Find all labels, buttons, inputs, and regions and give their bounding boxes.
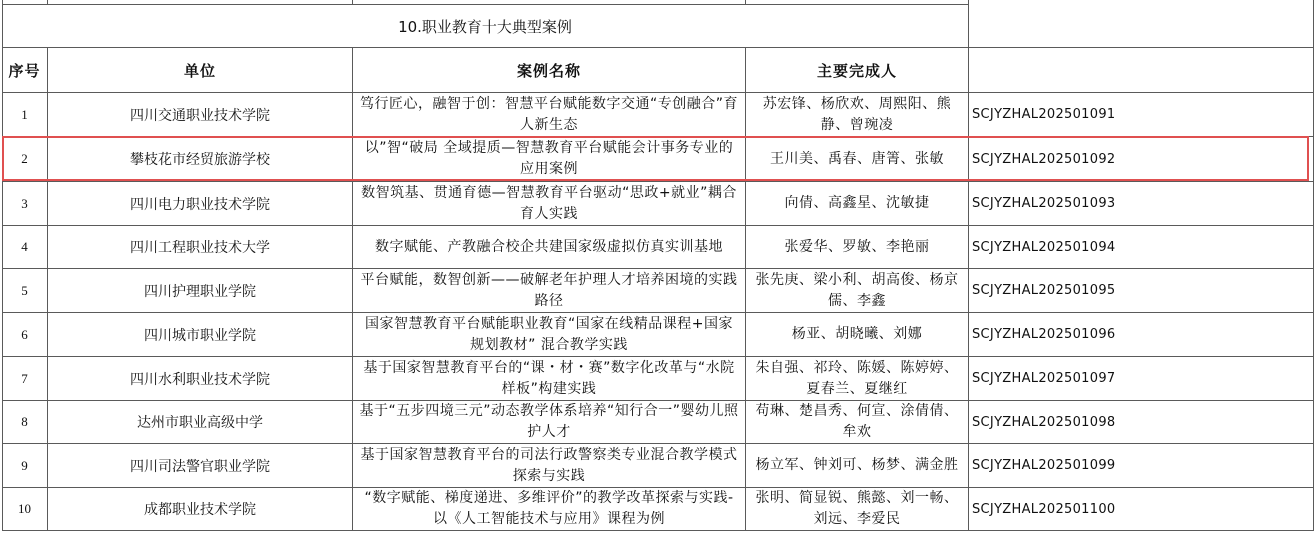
header-unit: 单位 [183,61,216,80]
row-case-name: 笃行匠心，融智于创：智慧平台赋能数字交通“专创融合”育人新生态 [359,95,738,133]
row-case-name: 基于国家智慧教育平台的“课・材・赛”数字化改革与“水院样板”构建实践 [363,359,735,397]
row-unit: 四川工程职业技术大学 [130,240,270,256]
row-case-name: 数字赋能、产教融合校企共建国家级虚拟仿真实训基地 [375,238,723,255]
row-unit: 攀枝花市经贸旅游学校 [130,152,270,168]
blank-area [0,531,1316,557]
row-people: 向倩、高鑫星、沈敏捷 [784,195,930,211]
row-unit: 四川水利职业技术学院 [130,371,270,388]
header-index: 序号 [8,61,41,80]
row-people: 王川美、禹春、唐箐、张敏 [770,150,944,167]
row-code: SCJYZHAL202501094 [972,239,1116,255]
row-code: SCJYZHAL202501100 [972,501,1116,517]
row-code: SCJYZHAL202501093 [972,196,1116,211]
row-index: 3 [21,195,28,211]
row-unit: 四川交通职业技术学院 [130,107,270,124]
row-code: SCJYZHAL202501099 [972,458,1116,473]
row-case-name: 国家智慧教育平台赋能职业教育“国家在线精品课程+国家规划教材” 混合教学实践 [365,315,733,353]
row-code: SCJYZHAL202501098 [972,414,1116,430]
row-index: 1 [21,106,28,122]
row-code: SCJYZHAL202501096 [972,327,1116,342]
row-unit: 成都职业技术学院 [144,502,256,518]
row-unit: 四川电力职业技术学院 [130,196,270,213]
row-unit: 四川护理职业学院 [144,283,256,300]
row-unit: 达州市职业高级中学 [137,415,263,431]
row-index: 4 [21,239,28,254]
row-index: 2 [21,151,28,166]
row-case-name: 基于“五步四境三元”动态教学体系培养“知行合一”婴幼儿照护人才 [359,403,739,440]
row-index: 8 [21,414,28,429]
row-index: 9 [21,457,28,473]
row-unit: 四川城市职业学院 [144,327,256,344]
row-case-name: “数字赋能、梯度递进、多维评价”的教学改革探索与实践-以《人工智能技术与应用》课程为例 [364,490,734,527]
row-people: 朱自强、祁玲、陈媛、陈婷婷、夏春兰、夏继红 [755,359,959,397]
row-case-name: 数智筑基、贯通育德—智慧教育平台驱动“思政+就业”耦合育人实践 [361,184,737,222]
row-case-name: 基于国家智慧教育平台的司法行政警察类专业混合教学模式探索与实践 [360,446,738,484]
row-people: 张先庚、梁小利、胡高俊、杨京儒、李鑫 [755,271,959,309]
row-code: SCJYZHAL202501095 [972,283,1116,298]
row-index: 5 [21,282,28,298]
header-people: 主要完成人 [816,61,897,80]
row-people: 杨亚、胡晓曦、刘娜 [791,326,923,342]
row-index: 6 [21,326,28,342]
row-index: 7 [21,370,28,386]
row-people: 苟琳、楚昌秀、何宣、涂倩倩、牟欢 [755,403,959,440]
row-code: SCJYZHAL202501091 [972,107,1116,122]
row-case-name: 平台赋能，数智创新——破解老年护理人才培养困境的实践路径 [360,271,738,309]
row-index: 10 [18,501,31,516]
row-people: 杨立军、钟刘可、杨梦、满金胜 [755,457,959,473]
row-people: 张爱华、罗敏、李艳丽 [784,238,930,255]
row-people: 张明、简显锐、熊懿、刘一畅、刘远、李爱民 [755,490,959,527]
row-unit: 四川司法警官职业学院 [130,458,270,475]
row-code: SCJYZHAL202501097 [972,371,1116,386]
grid-line [1313,0,1314,531]
header-case-name: 案例名称 [516,61,581,80]
row-people: 苏宏锋、杨欣欢、周熙阳、熊静、曾琬凌 [762,95,952,133]
row-code: SCJYZHAL202501092 [972,151,1116,167]
row-case-name: 以”智“破局 全域提质—智慧教育平台赋能会计事务专业的应用案例 [364,140,734,177]
table-title: 10.职业教育十大典型案例 [398,17,572,36]
